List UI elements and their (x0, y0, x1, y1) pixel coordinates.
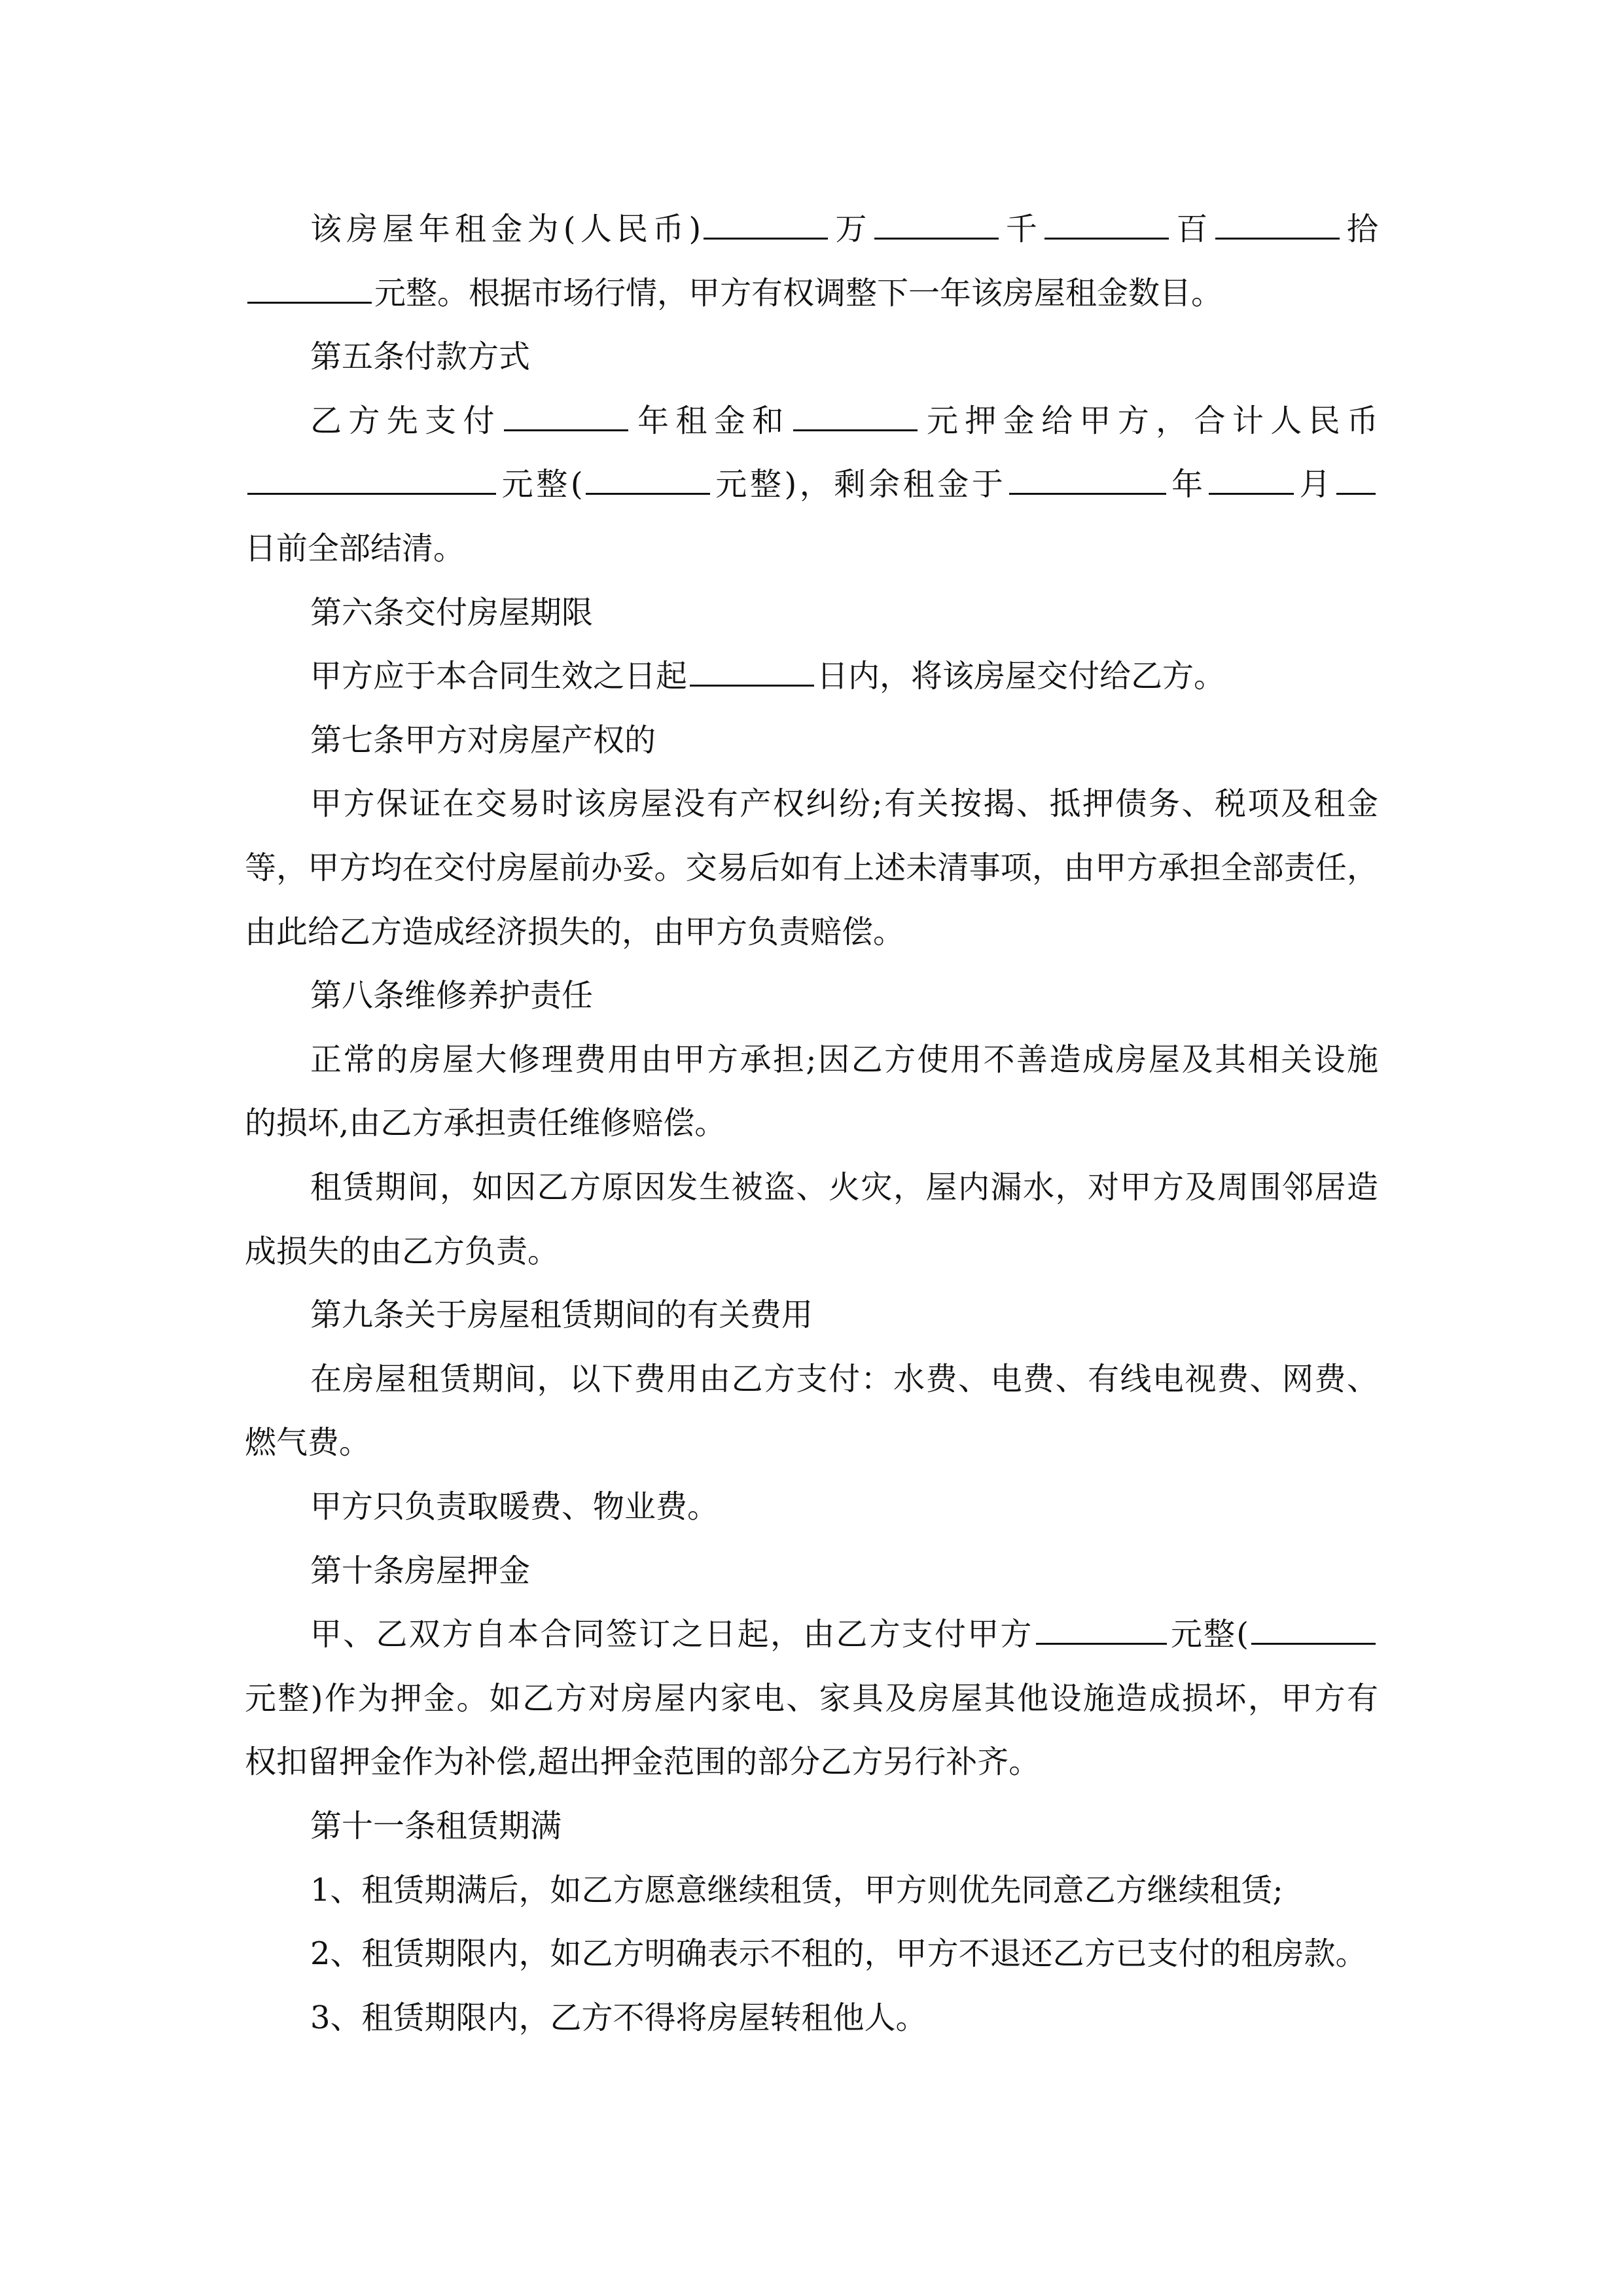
text-line (310, 1039, 1378, 1081)
text-line (245, 272, 1378, 314)
text-run: 甲、乙双方自本合同签订之日起，由乙方支付甲方 (310, 1616, 1033, 1653)
text-line (310, 592, 1378, 634)
text-run: 租赁期间，如因乙方原因发生被盗、火灾，屋内漏水，对甲方及周围邻居造 (310, 1169, 1378, 1206)
fill-in-blank (704, 210, 828, 240)
fill-in-blank (1215, 210, 1340, 240)
text-line (245, 1422, 1378, 1463)
text-line (245, 1230, 1378, 1272)
fill-in-blank (1036, 1615, 1167, 1645)
text-line (310, 400, 1378, 442)
text-line (310, 1933, 1378, 1975)
text-run: 年 (1168, 466, 1206, 503)
text-line (310, 975, 1378, 1016)
text-run: 万 (830, 211, 872, 247)
text-line (310, 1166, 1378, 1208)
text-line (310, 1550, 1378, 1592)
text-run: 第六条交付房屋期限 (310, 594, 594, 631)
fill-in-blank (247, 274, 372, 304)
text-run: 的损坏,由乙方承担责任维修赔偿。 (245, 1105, 726, 1141)
text-run: 成损失的由乙方负责。 (245, 1233, 560, 1270)
text-run: 元押金给甲方，合计人民币 (919, 403, 1378, 439)
fill-in-blank (1044, 210, 1169, 240)
text-run: 第十一条租赁期满 (310, 1808, 562, 1844)
text-run: 由此给乙方造成经济损失的，由甲方负责赔偿。 (245, 914, 905, 950)
text-line (310, 1613, 1378, 1655)
text-run: 日前全部结清。 (245, 530, 465, 567)
text-line (245, 847, 1378, 889)
text-run: 正常的房屋大修理费用由甲方承担;因乙方使用不善造成房屋及其相关设施 (310, 1041, 1378, 1078)
fill-in-blank (874, 210, 999, 240)
fill-in-blank (1209, 465, 1294, 495)
text-run: 元整)，剩余租金于 (712, 466, 1007, 503)
text-run: 千 (1001, 211, 1043, 247)
fill-in-blank (586, 465, 710, 495)
text-line (310, 719, 1378, 761)
text-run: 2、租赁期限内，如乙方明确表示不租的，甲方不退还乙方已支付的租房款。 (310, 1935, 1367, 1972)
text-run: 甲方应于本合同生效之日起 (310, 658, 688, 694)
text-run: 日内，将该房屋交付给乙方。 (817, 658, 1226, 694)
text-run: 元整。根据市场行情，甲方有权调整下一年该房屋租金数目。 (374, 275, 1223, 312)
text-line (310, 783, 1378, 825)
text-run: 1、租赁期满后，如乙方愿意继续租赁，甲方则优先同意乙方继续租赁; (310, 1872, 1283, 1909)
text-line (310, 655, 1378, 697)
text-run: 第七条甲方对房屋产权的 (310, 722, 656, 759)
text-line (310, 1805, 1378, 1847)
fill-in-blank (1336, 465, 1376, 495)
text-run: 燃气费。 (245, 1424, 371, 1461)
text-line (245, 1741, 1378, 1783)
fill-in-blank (1009, 465, 1166, 495)
text-line (310, 336, 1378, 378)
fill-in-blank (793, 402, 918, 431)
text-run: 在房屋租赁期间，以下费用由乙方支付：水费、电费、有线电视费、网费、 (310, 1361, 1378, 1397)
fill-in-blank (690, 657, 814, 687)
text-run: 月 (1296, 466, 1334, 503)
fill-in-blank (504, 402, 628, 431)
text-line (310, 1358, 1378, 1400)
text-run: 百 (1171, 211, 1213, 247)
text-run: 第九条关于房屋租赁期间的有关费用 (310, 1297, 813, 1333)
text-run: 第十条房屋押金 (310, 1552, 531, 1589)
text-line (245, 463, 1378, 505)
text-run: 第五条付款方式 (310, 338, 531, 375)
text-line (245, 1102, 1378, 1144)
text-line (245, 1677, 1378, 1719)
text-run: 权扣留押金作为补偿,超出押金范围的部分乙方另行补齐。 (245, 1744, 1041, 1780)
text-run: 甲方只负责取暖费、物业费。 (310, 1488, 719, 1525)
text-line (245, 911, 1378, 953)
text-run: 元整( (1169, 1616, 1249, 1653)
text-run: 元整( (499, 466, 583, 503)
fill-in-blank (1251, 1615, 1376, 1645)
text-run: 甲方保证在交易时该房屋没有产权纠纷;有关按揭、抵押债务、税项及租金 (310, 785, 1378, 822)
text-line (310, 1997, 1378, 2039)
text-run: 3、租赁期限内，乙方不得将房屋转租他人。 (310, 2000, 927, 2036)
text-line (310, 1869, 1378, 1911)
text-line (245, 528, 1378, 569)
text-line (310, 1294, 1378, 1336)
text-run: 乙方先支付 (310, 403, 501, 439)
text-line (310, 1486, 1378, 1528)
text-run: 元整)作为押金。如乙方对房屋内家电、家具及房屋其他设施造成损坏，甲方有 (245, 1680, 1378, 1717)
text-run: 年租金和 (630, 403, 791, 439)
text-run: 拾 (1342, 211, 1378, 247)
fill-in-blank (247, 465, 496, 495)
text-run: 该房屋年租金为(人民币) (310, 211, 702, 247)
text-run: 等，甲方均在交付房屋前办妥。交易后如有上述未清事项，由甲方承担全部责任， (245, 850, 1378, 886)
text-line (310, 208, 1378, 250)
text-run: 第八条维修养护责任 (310, 977, 594, 1014)
